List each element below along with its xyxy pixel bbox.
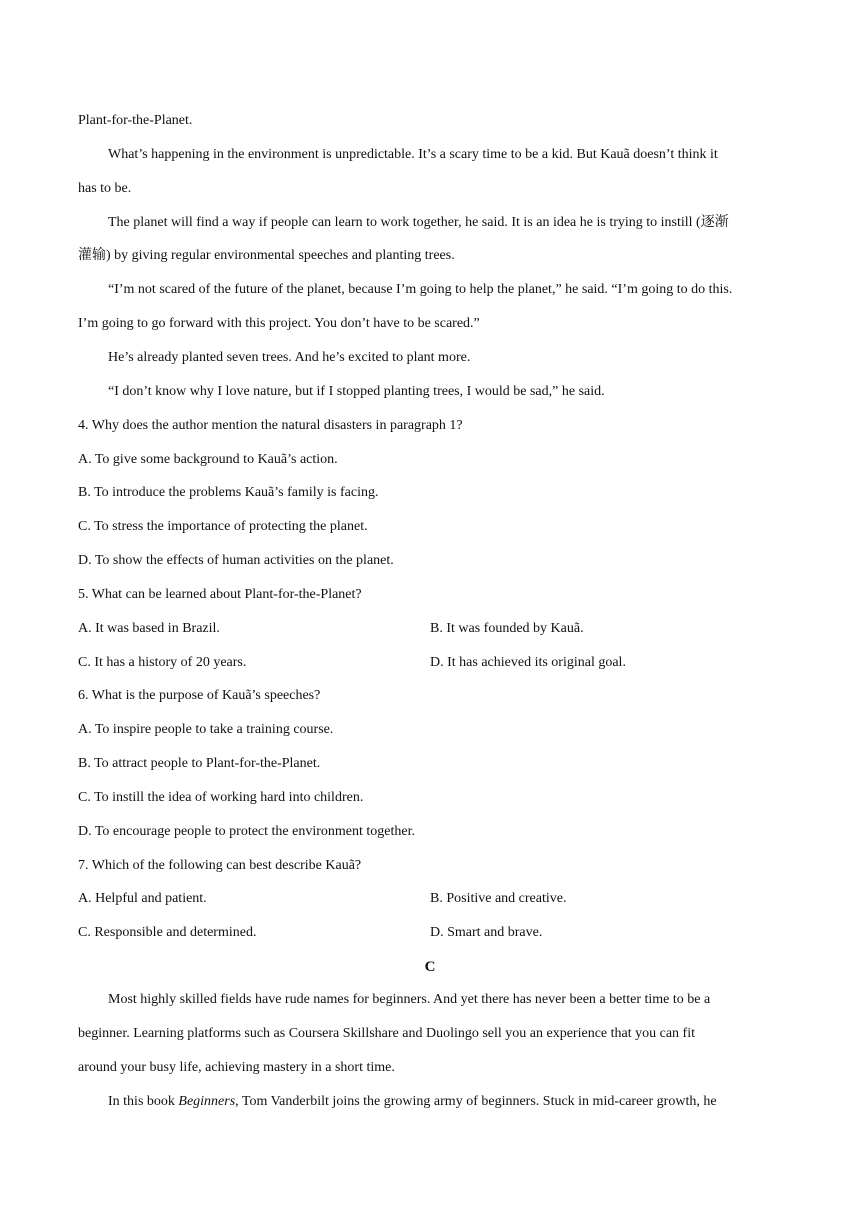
answer-option: A. Helpful and patient.: [78, 891, 207, 906]
paragraph-line: “I’m not scared of the future of the planet, because I’m going to help the planet,” he said. “I’m going to do this.: [108, 282, 733, 297]
paragraph-line: 灌输) by giving regular environmental speeches and planting trees.: [78, 248, 455, 263]
question-stem: 4. Why does the author mention the natural disasters in paragraph 1?: [78, 418, 463, 433]
book-title: Beginners: [178, 1094, 236, 1109]
answer-option: C. Responsible and determined.: [78, 925, 257, 940]
answer-option: B. Positive and creative.: [430, 891, 567, 906]
paragraph-line: beginner. Learning platforms such as Coursera Skillshare and Duolingo sell you an experience that you can fit: [78, 1026, 695, 1041]
paragraph-line: has to be.: [78, 181, 132, 196]
paragraph-line: “I don’t know why I love nature, but if I stopped planting trees, I would be sad,” he said.: [108, 384, 605, 399]
paragraph-line: He’s already planted seven trees. And he’s excited to plant more.: [108, 350, 471, 365]
answer-option: B. To attract people to Plant-for-the-Planet.: [78, 756, 321, 771]
text-run: In this book: [108, 1094, 179, 1109]
paragraph-line: [108, 1092, 820, 1112]
question-stem: 6. What is the purpose of Kauã’s speeches?: [78, 688, 321, 703]
answer-option: C. It has a history of 20 years.: [78, 655, 247, 670]
question-stem: 5. What can be learned about Plant-for-the-Planet?: [78, 587, 362, 602]
paragraph-line: I’m going to go forward with this project. You don’t have to be scared.”: [78, 316, 480, 331]
answer-option: D. It has achieved its original goal.: [430, 655, 626, 670]
answer-option: A. It was based in Brazil.: [78, 621, 220, 636]
paragraph-line: What’s happening in the environment is unpredictable. It’s a scary time to be a kid. But Kauã doesn’t think it: [108, 147, 718, 162]
answer-option: D. To encourage people to protect the environment together.: [78, 824, 415, 839]
answer-option: B. It was founded by Kauã.: [430, 621, 584, 636]
answer-option: A. To inspire people to take a training course.: [78, 722, 334, 737]
answer-option: C. To instill the idea of working hard into children.: [78, 790, 364, 805]
answer-option: D. To show the effects of human activities on the planet.: [78, 553, 394, 568]
paragraph-line: Plant-for-the-Planet.: [78, 113, 193, 128]
paragraph-line: around your busy life, achieving mastery in a short time.: [78, 1060, 395, 1075]
answer-option: D. Smart and brave.: [430, 925, 543, 940]
section-heading: C: [424, 959, 436, 975]
answer-option: C. To stress the importance of protecting the planet.: [78, 519, 368, 534]
paragraph-line: Most highly skilled fields have rude names for beginners. And yet there has never been a better time to be a: [108, 992, 711, 1007]
question-stem: 7. Which of the following can best describe Kauã?: [78, 858, 362, 873]
answer-option: B. To introduce the problems Kauã’s family is facing.: [78, 485, 379, 500]
paragraph-line: The planet will find a way if people can learn to work together, he said. It is an idea he is trying to instill (逐渐: [108, 215, 729, 230]
answer-option: A. To give some background to Kauã’s action.: [78, 452, 338, 467]
text-run: , Tom Vanderbilt joins the growing army of beginners. Stuck in mid-career growth, he: [235, 1094, 717, 1109]
